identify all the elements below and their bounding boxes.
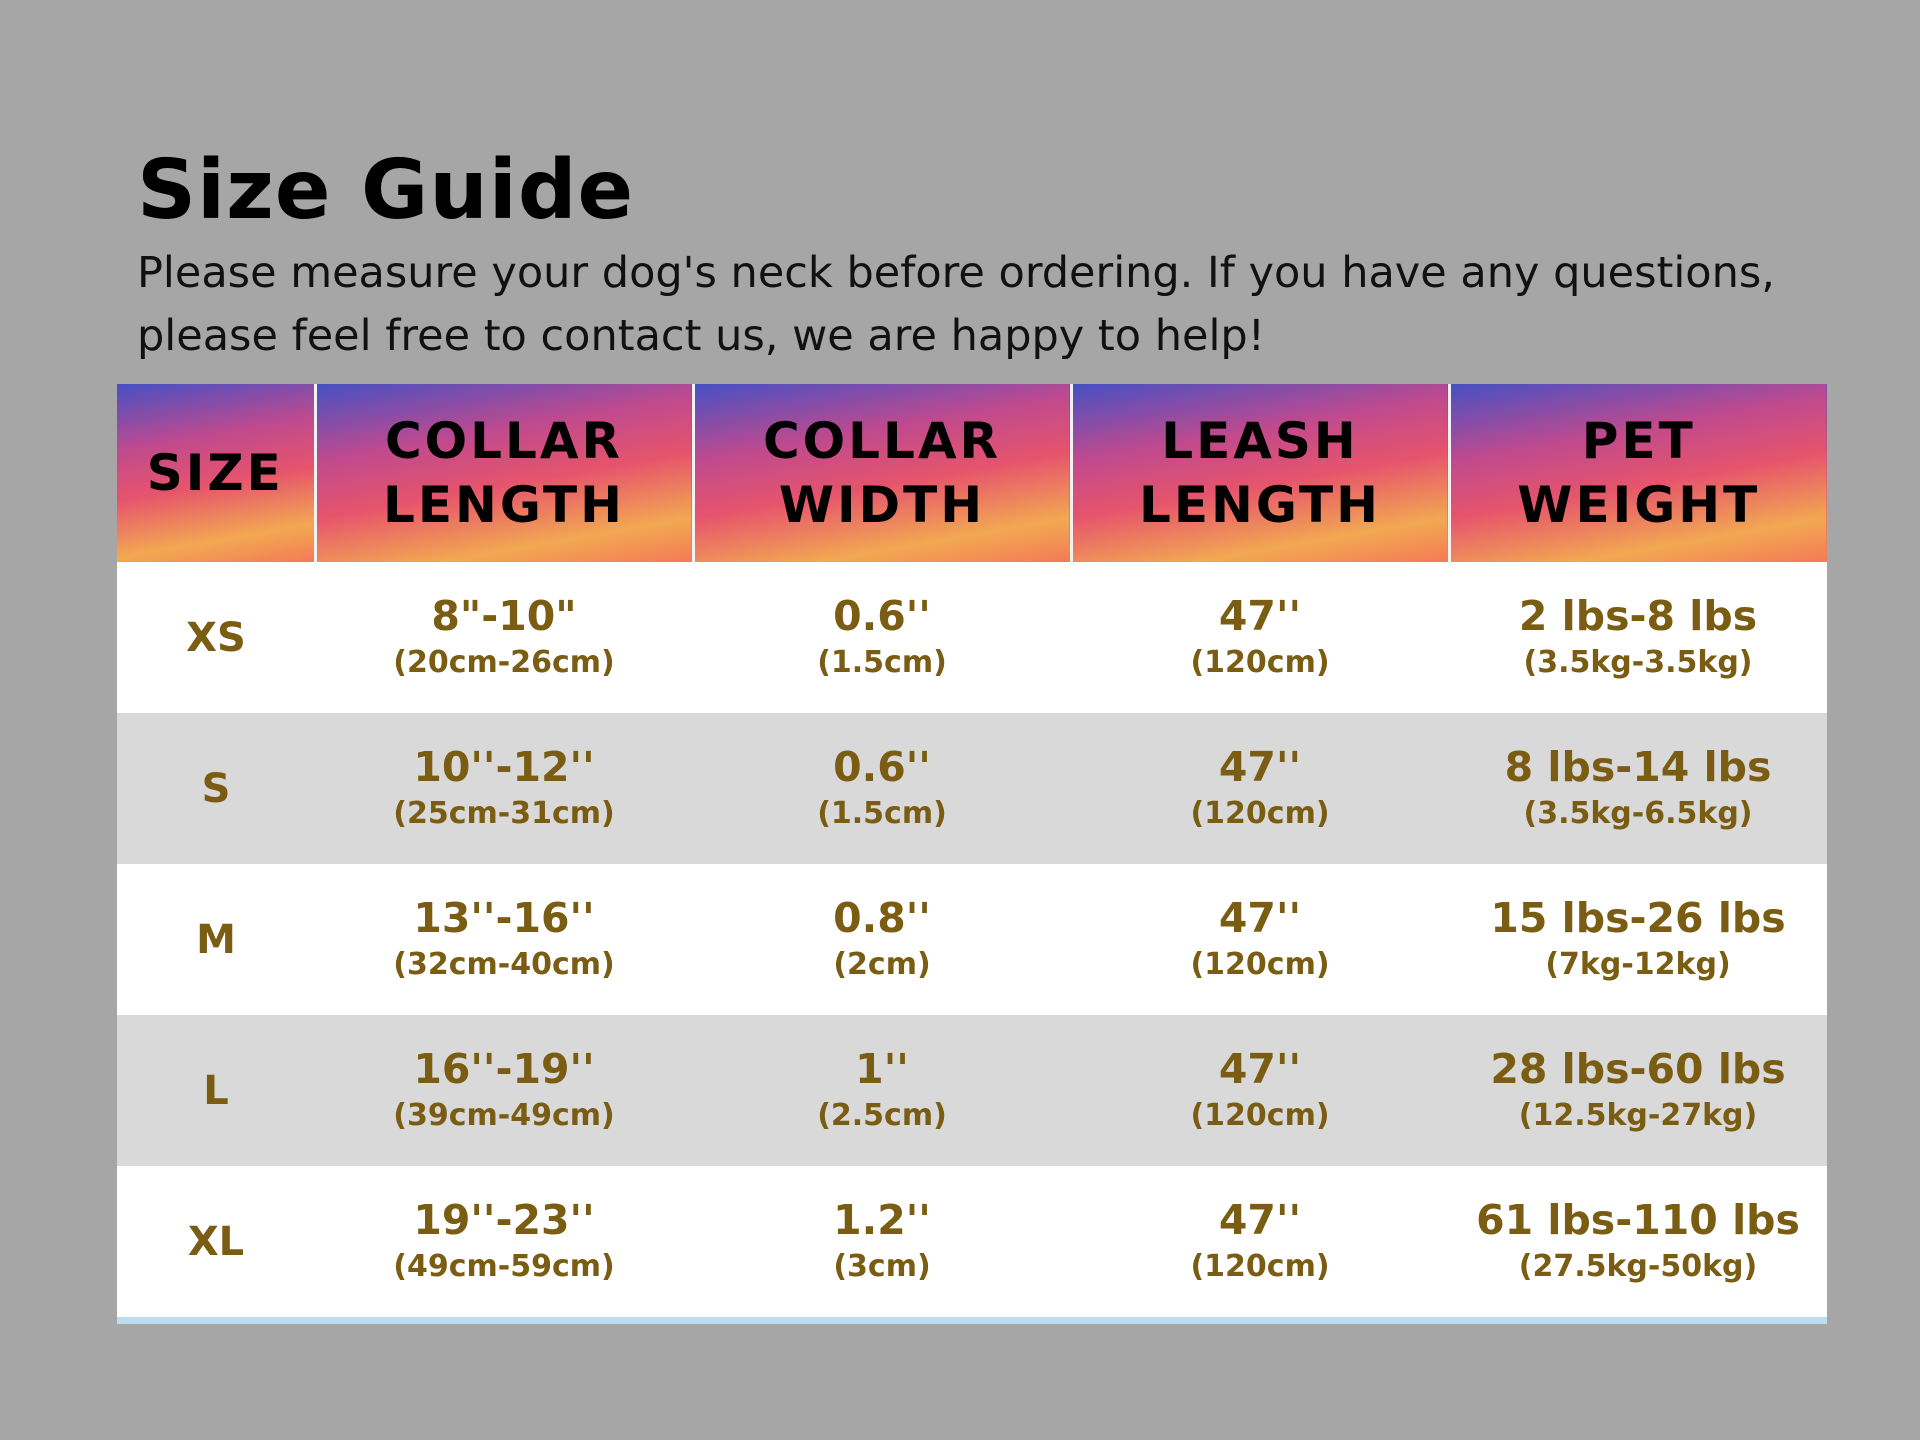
collar-length-inches: 13''-16'' (413, 893, 595, 942)
leash-length-inches: 47'' (1218, 893, 1302, 942)
page-subtitle: Please measure your dog's neck before ordering. If you have any questions, please feel free to contact us, we are happy to help! (137, 248, 1775, 361)
collar-width-cm: (3cm) (833, 1248, 931, 1284)
leash-length-cm: (120cm) (1190, 1097, 1330, 1133)
table-row (117, 1015, 1827, 1166)
collar-width-cm: (2.5cm) (817, 1097, 947, 1133)
size-label: S (201, 765, 231, 812)
header-size-label: SIZE (146, 444, 284, 502)
size-label: XL (187, 1218, 245, 1265)
collar-width-cm: (1.5cm) (817, 644, 947, 680)
table-header-row (117, 384, 1827, 562)
collar-width-inches: 0.6'' (833, 742, 931, 791)
collar-width-cell (693, 1166, 1071, 1321)
pet-weight-lbs: 15 lbs-26 lbs (1490, 893, 1786, 942)
collar-length-cell (315, 864, 693, 1015)
header-label-line2: LENGTH (383, 476, 625, 534)
size-label: L (203, 1067, 229, 1114)
pet-weight-kg: (27.5kg-50kg) (1518, 1248, 1758, 1284)
leash-length-cell (1071, 1015, 1449, 1166)
leash-length-cm: (120cm) (1190, 644, 1330, 680)
collar-length-cm: (49cm-59cm) (393, 1248, 615, 1284)
header-label-line2: WIDTH (778, 476, 986, 534)
collar-length-cm: (25cm-31cm) (393, 795, 615, 831)
size-label: XS (186, 614, 246, 661)
table-row (117, 562, 1827, 713)
collar-length-cell (315, 1015, 693, 1166)
collar-length-cell (315, 562, 693, 713)
collar-length-cm: (20cm-26cm) (393, 644, 615, 680)
collar-length-cell (315, 1166, 693, 1321)
leash-length-inches: 47'' (1218, 591, 1302, 640)
pet-weight-lbs: 8 lbs-14 lbs (1504, 742, 1772, 791)
collar-length-cm: (32cm-40cm) (393, 946, 615, 982)
collar-length-inches: 16''-19'' (413, 1044, 595, 1093)
pet-weight-lbs: 28 lbs-60 lbs (1490, 1044, 1786, 1093)
collar-length-inches: 8"-10" (431, 591, 577, 640)
pet-weight-lbs: 2 lbs-8 lbs (1518, 591, 1758, 640)
collar-width-inches: 0.6'' (833, 591, 931, 640)
table-row (117, 713, 1827, 864)
header-label-line2: WEIGHT (1517, 476, 1761, 534)
collar-width-cell (693, 562, 1071, 713)
header-label-line1: PET (1581, 412, 1696, 470)
pet-weight-lbs: 61 lbs-110 lbs (1476, 1195, 1800, 1244)
collar-width-cm: (2cm) (833, 946, 931, 982)
collar-width-inches: 1.2'' (833, 1195, 931, 1244)
collar-width-cm: (1.5cm) (817, 795, 947, 831)
collar-width-cell (693, 713, 1071, 864)
collar-width-inches: 0.8'' (833, 893, 931, 942)
pet-weight-kg: (3.5kg-6.5kg) (1523, 795, 1753, 831)
collar-width-cell (693, 864, 1071, 1015)
leash-length-cm: (120cm) (1190, 795, 1330, 831)
collar-length-cm: (39cm-49cm) (393, 1097, 615, 1133)
size-guide-table (117, 384, 1827, 1324)
header-label-line1: COLLAR (384, 412, 624, 470)
table-row (117, 864, 1827, 1015)
collar-width-inches: 1'' (855, 1044, 909, 1093)
pet-weight-cell (1449, 864, 1827, 1015)
collar-length-inches: 10''-12'' (413, 742, 595, 791)
pet-weight-cell (1449, 713, 1827, 864)
size-label: M (196, 916, 236, 963)
leash-length-cell (1071, 713, 1449, 864)
collar-width-cell (693, 1015, 1071, 1166)
collar-length-inches: 19''-23'' (413, 1195, 595, 1244)
collar-length-cell (315, 713, 693, 864)
page-title: Size Guide (137, 143, 635, 238)
table-row (117, 1166, 1827, 1321)
pet-weight-cell (1449, 562, 1827, 713)
size-cell (117, 713, 315, 864)
pet-weight-kg: (7kg-12kg) (1545, 946, 1731, 982)
size-cell (117, 562, 315, 713)
size-cell (117, 1015, 315, 1166)
size-cell (117, 1166, 315, 1321)
header-pet-weight (1449, 384, 1827, 562)
pet-weight-cell (1449, 1015, 1827, 1166)
header-label-line1: COLLAR (762, 412, 1002, 470)
header-label-line1: LEASH (1161, 412, 1359, 470)
leash-length-cm: (120cm) (1190, 946, 1330, 982)
header-size (117, 384, 315, 562)
header-leash-length (1071, 384, 1449, 562)
header-collar-width (693, 384, 1071, 562)
leash-length-inches: 47'' (1218, 742, 1302, 791)
leash-length-cell (1071, 1166, 1449, 1321)
leash-length-cell (1071, 864, 1449, 1015)
pet-weight-kg: (3.5kg-3.5kg) (1523, 644, 1753, 680)
header-collar-length (315, 384, 693, 562)
pet-weight-kg: (12.5kg-27kg) (1518, 1097, 1758, 1133)
header-label-line2: LENGTH (1139, 476, 1381, 534)
leash-length-cm: (120cm) (1190, 1248, 1330, 1284)
pet-weight-cell (1449, 1166, 1827, 1321)
size-cell (117, 864, 315, 1015)
leash-length-inches: 47'' (1218, 1195, 1302, 1244)
leash-length-inches: 47'' (1218, 1044, 1302, 1093)
leash-length-cell (1071, 562, 1449, 713)
